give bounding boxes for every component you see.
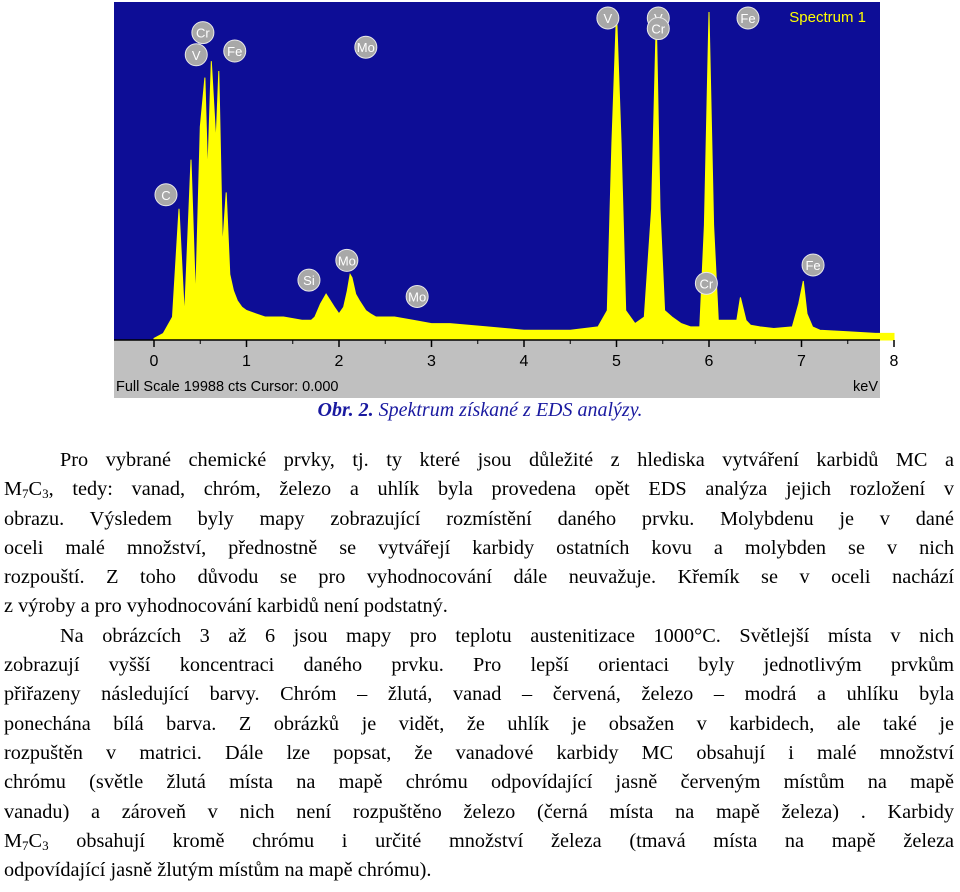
text-line: Pro vybrané chemické prvky, tj. ty které jsou důležité z hlediska vytváření karbidů MC a [60, 449, 954, 471]
text-line [4, 827, 954, 856]
svg-text:Mo: Mo [408, 289, 427, 305]
peak-label-mo [336, 249, 358, 271]
figure-caption [0, 399, 960, 422]
svg-text:V: V [191, 47, 201, 63]
x-tick-label: 8 [889, 353, 899, 370]
x-tick-label: 2 [334, 353, 344, 370]
x-tick-label: 3 [427, 353, 436, 370]
text-line: vanadu) a zároveň v nich není rozpuštěno železo (černá místa na mapě železa) . Karbidy [4, 800, 954, 823]
paragraph-1 [4, 446, 954, 622]
subscript: 3 [42, 486, 49, 502]
caption-text: Spektrum získané z EDS analýzy. [373, 399, 643, 421]
text-line: chrómu (světle žlutá místa na mapě chrómu odpovídající jasně červeným místům na mapě [4, 771, 954, 794]
peak-label-cr [695, 272, 717, 294]
text-line: zobrazují vyšší koncentraci daného prvku. Pro lepší orientaci byly jednotlivým prvkům [4, 654, 954, 677]
subscript: 7 [22, 486, 29, 502]
x-tick-label: 1 [242, 353, 251, 370]
peak-label-fe [224, 40, 246, 62]
text-line: Na obrázcích 3 až 6 jsou mapy pro teplotu austenitizace 1000°C. Světlejší místa v nich [60, 624, 954, 647]
peak-label-fe [737, 7, 759, 29]
subscript: 7 [22, 837, 29, 853]
text-line: rozpouští. Z toho důvodu se pro vyhodnocování dále neuvažuje. Křemík se v oceli nachází [4, 566, 954, 589]
text-line: z výroby a pro vyhodnocování karbidů není podstatný. [4, 595, 448, 618]
formula-c: C [28, 829, 43, 852]
text-line: ponechána bílá barva. Z obrázků je vidět, že uhlík je obsažen v karbidech, ale také je [4, 712, 954, 735]
text-line [4, 475, 954, 504]
x-axis-unit: keV [853, 379, 878, 395]
x-tick-label: 6 [704, 353, 714, 370]
x-tick-label: 5 [612, 353, 621, 370]
spectrum-title: Spectrum 1 [789, 9, 866, 26]
eds-spectrum-chart [114, 2, 899, 398]
text-fragment: obsahují kromě chrómu i určité množství železa (tmavá místa na mapě železa [48, 829, 954, 852]
peak-label-fe [802, 254, 824, 276]
svg-text:Mo: Mo [337, 253, 356, 269]
peak-label-si [298, 269, 320, 291]
peak-label-mo [406, 285, 428, 307]
x-tick-label: 7 [797, 353, 806, 370]
paragraph-2 [4, 622, 954, 886]
svg-text:Mo: Mo [356, 40, 375, 56]
formula-m: M [4, 829, 23, 852]
text-line: přiřazeny následující barvy. Chróm – žlutá, vanad – červená, železo – modrá a uhlíku byla [4, 683, 954, 706]
formula-m: M [4, 478, 23, 501]
svg-text:Fe: Fe [227, 44, 243, 60]
svg-text:V: V [603, 11, 613, 26]
peak-label-v [597, 7, 619, 29]
formula-c: C [28, 478, 43, 501]
x-tick-label: 0 [149, 353, 159, 370]
peak-label-cr [647, 18, 669, 40]
svg-text:C: C [161, 187, 171, 203]
caption-label: Obr. 2. [317, 399, 374, 421]
text-line: oceli malé množství, přednostně se vytvářejí karbidy ostatních kovu a molybden se v nich [4, 536, 954, 559]
svg-text:Cr: Cr [196, 25, 210, 41]
x-tick-label: 4 [519, 353, 529, 370]
scale-readout: Full Scale 19988 cts Cursor: 0.000 [116, 379, 339, 395]
svg-text:Cr: Cr [651, 21, 666, 37]
peak-label-v [185, 44, 207, 66]
text-line: odpovídající jasně žlutým místům na mapě chrómu). [4, 859, 432, 882]
svg-text:Si: Si [303, 273, 315, 289]
peak-label-c [155, 184, 177, 206]
body-text [4, 446, 954, 885]
peak-label-mo [355, 36, 377, 58]
text-fragment: , tedy: vanad, chróm, železo a uhlík byla provedena opět EDS analýza jejich rozložení v [48, 478, 954, 501]
peak-label-cr [192, 22, 214, 44]
subscript: 3 [42, 837, 49, 853]
svg-text:Fe: Fe [740, 11, 756, 26]
svg-text:Fe: Fe [805, 257, 821, 273]
svg-text:Cr: Cr [699, 276, 714, 292]
text-line: rozpuštěn v matrici. Dále lze popsat, že vanadové karbidy MC obsahují i malé množství [4, 741, 954, 764]
text-line: obrazu. Výsledem byly mapy zobrazující rozmístění daného prvku. Molybdenu je v dané [4, 507, 954, 530]
